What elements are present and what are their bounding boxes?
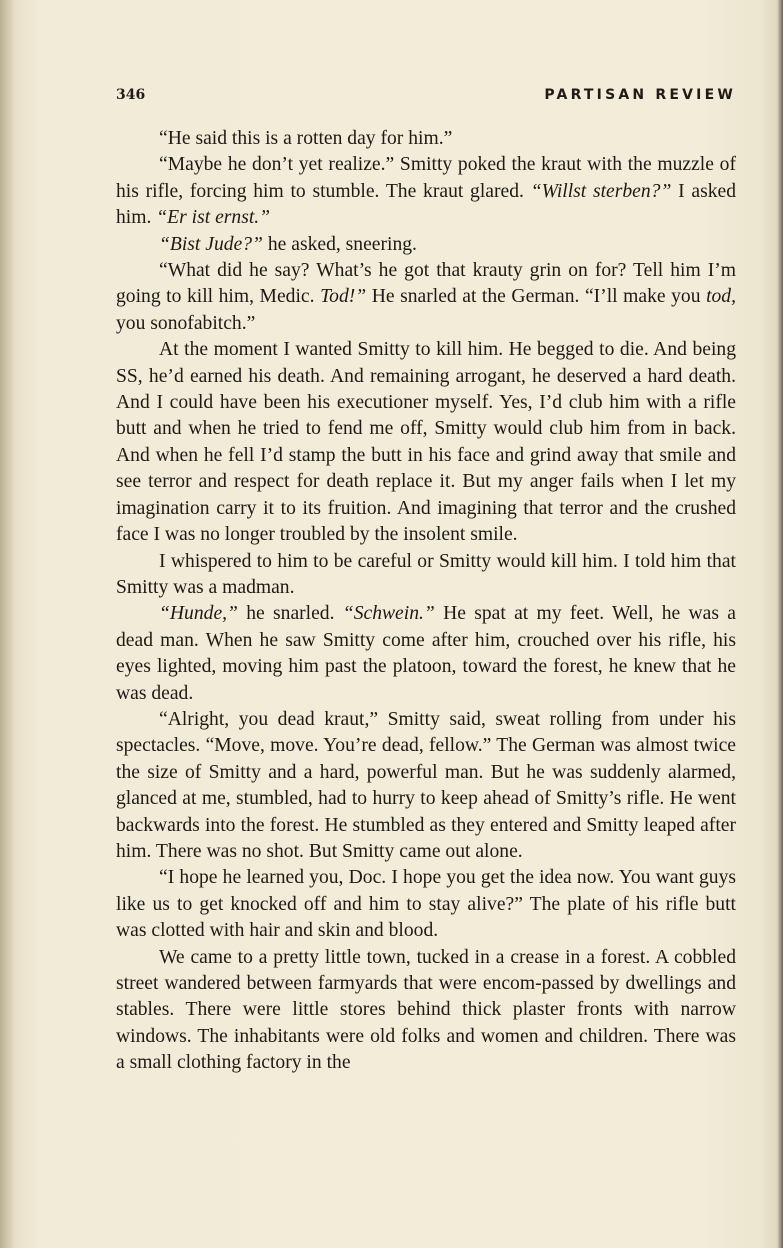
text-run: “Maybe he don’t yet realize.” Smitty poked the kraut with the muzzle of his rifle, forcing him to stumble. The kraut glared. (116, 154, 736, 202)
text-run: “He said this is a rotten day for him.” (159, 128, 453, 149)
paragraph (116, 232, 736, 258)
page-edge-shadow (777, 0, 783, 1248)
text-run: He snarled at the German. “I’ll make you (366, 286, 707, 308)
italic-run: “Schwein.” (342, 603, 435, 625)
text-run: he asked, sneering. (262, 233, 417, 255)
italic-run: “Hunde,” (159, 603, 238, 625)
text-run: “What did he say? What’s he got that krauty grin on for? Tell him I’m going to kill him, Medic. (116, 260, 736, 308)
body-text (116, 126, 736, 1077)
paragraph (116, 945, 736, 1077)
paragraph (116, 152, 736, 231)
paragraph (116, 258, 736, 337)
italic-run: “Willst sterben?” (530, 180, 672, 202)
text-run: you sonofabitch.” (116, 312, 256, 334)
running-head: PARTISAN REVIEW (544, 87, 736, 103)
text-run: I asked him. (116, 180, 737, 229)
italic-run: Tod!” (320, 286, 367, 308)
paragraph (116, 549, 736, 602)
page-header (116, 87, 736, 109)
text-run: he snarled. (237, 603, 343, 625)
text-run: At the moment I wanted Smitty to kill him. He begged to die. And being SS, he’d earned his death. And remaining arrogant, he deserved a hard death. And I could have been his executioner myself. Yes, I’d club him with a rifle butt and when he tried to fend me off, Smitty would club him from in back. And when he fell I’d stamp the butt in his face and grind away that smile and see terror and respect for death replace it. But my anger fails when I let my imagination carry it to its fruition. And imagining that terror and the crushed face I was no longer troubled by the insolent smile. (116, 339, 736, 546)
paragraph (116, 126, 736, 152)
paragraph (116, 865, 736, 944)
page-gutter (0, 0, 14, 1248)
text-run: “Alright, you dead kraut,” Smitty said, sweat rolling from under his spectacles. “Move, move. You’re dead, fellow.” The German was almost twice the size of Smitty and a hard, powerful man. But he was suddenly alarmed, glanced at me, stumbled, had to hurry to keep ahead of Smitty’s rifle. He went backwards into the forest. He stumbled as they entered and Smitty leaped after him. There was no shot. But Smitty came out alone. (116, 708, 736, 862)
paragraph (116, 337, 736, 548)
italic-run: tod, (706, 286, 736, 308)
italic-run: “Er ist ernst.” (156, 207, 271, 229)
text-run: He spat at my feet. Well, he was a dead man. When he saw Smitty come after him, crouched over his rifle, his eyes lighted, moving him past the platoon, toward the forest, he knew that he was dead. (116, 603, 736, 704)
text-run: I whispered to him to be careful or Smitty would kill him. I told him that Smitty was a madman. (116, 550, 736, 598)
text-run: We came to a pretty little town, tucked in a crease in a forest. A cobbled street wandered between farmyards that were encom-passed by dwellings and stables. There were little stores behind thick plaster fronts with narrow windows. The inhabitants were old folks and women and children. There was a small clothing factory in the (116, 946, 736, 1074)
italic-run: “Bist Jude?” (159, 233, 263, 255)
paragraph (116, 601, 736, 707)
paragraph (116, 707, 736, 865)
text-run: “I hope he learned you, Doc. I hope you get the idea now. You want guys like us to get knocked off and him to stay alive?” The plate of his rifle butt was clotted with hair and skin and blood. (116, 867, 736, 942)
page-number: 346 (116, 87, 146, 103)
